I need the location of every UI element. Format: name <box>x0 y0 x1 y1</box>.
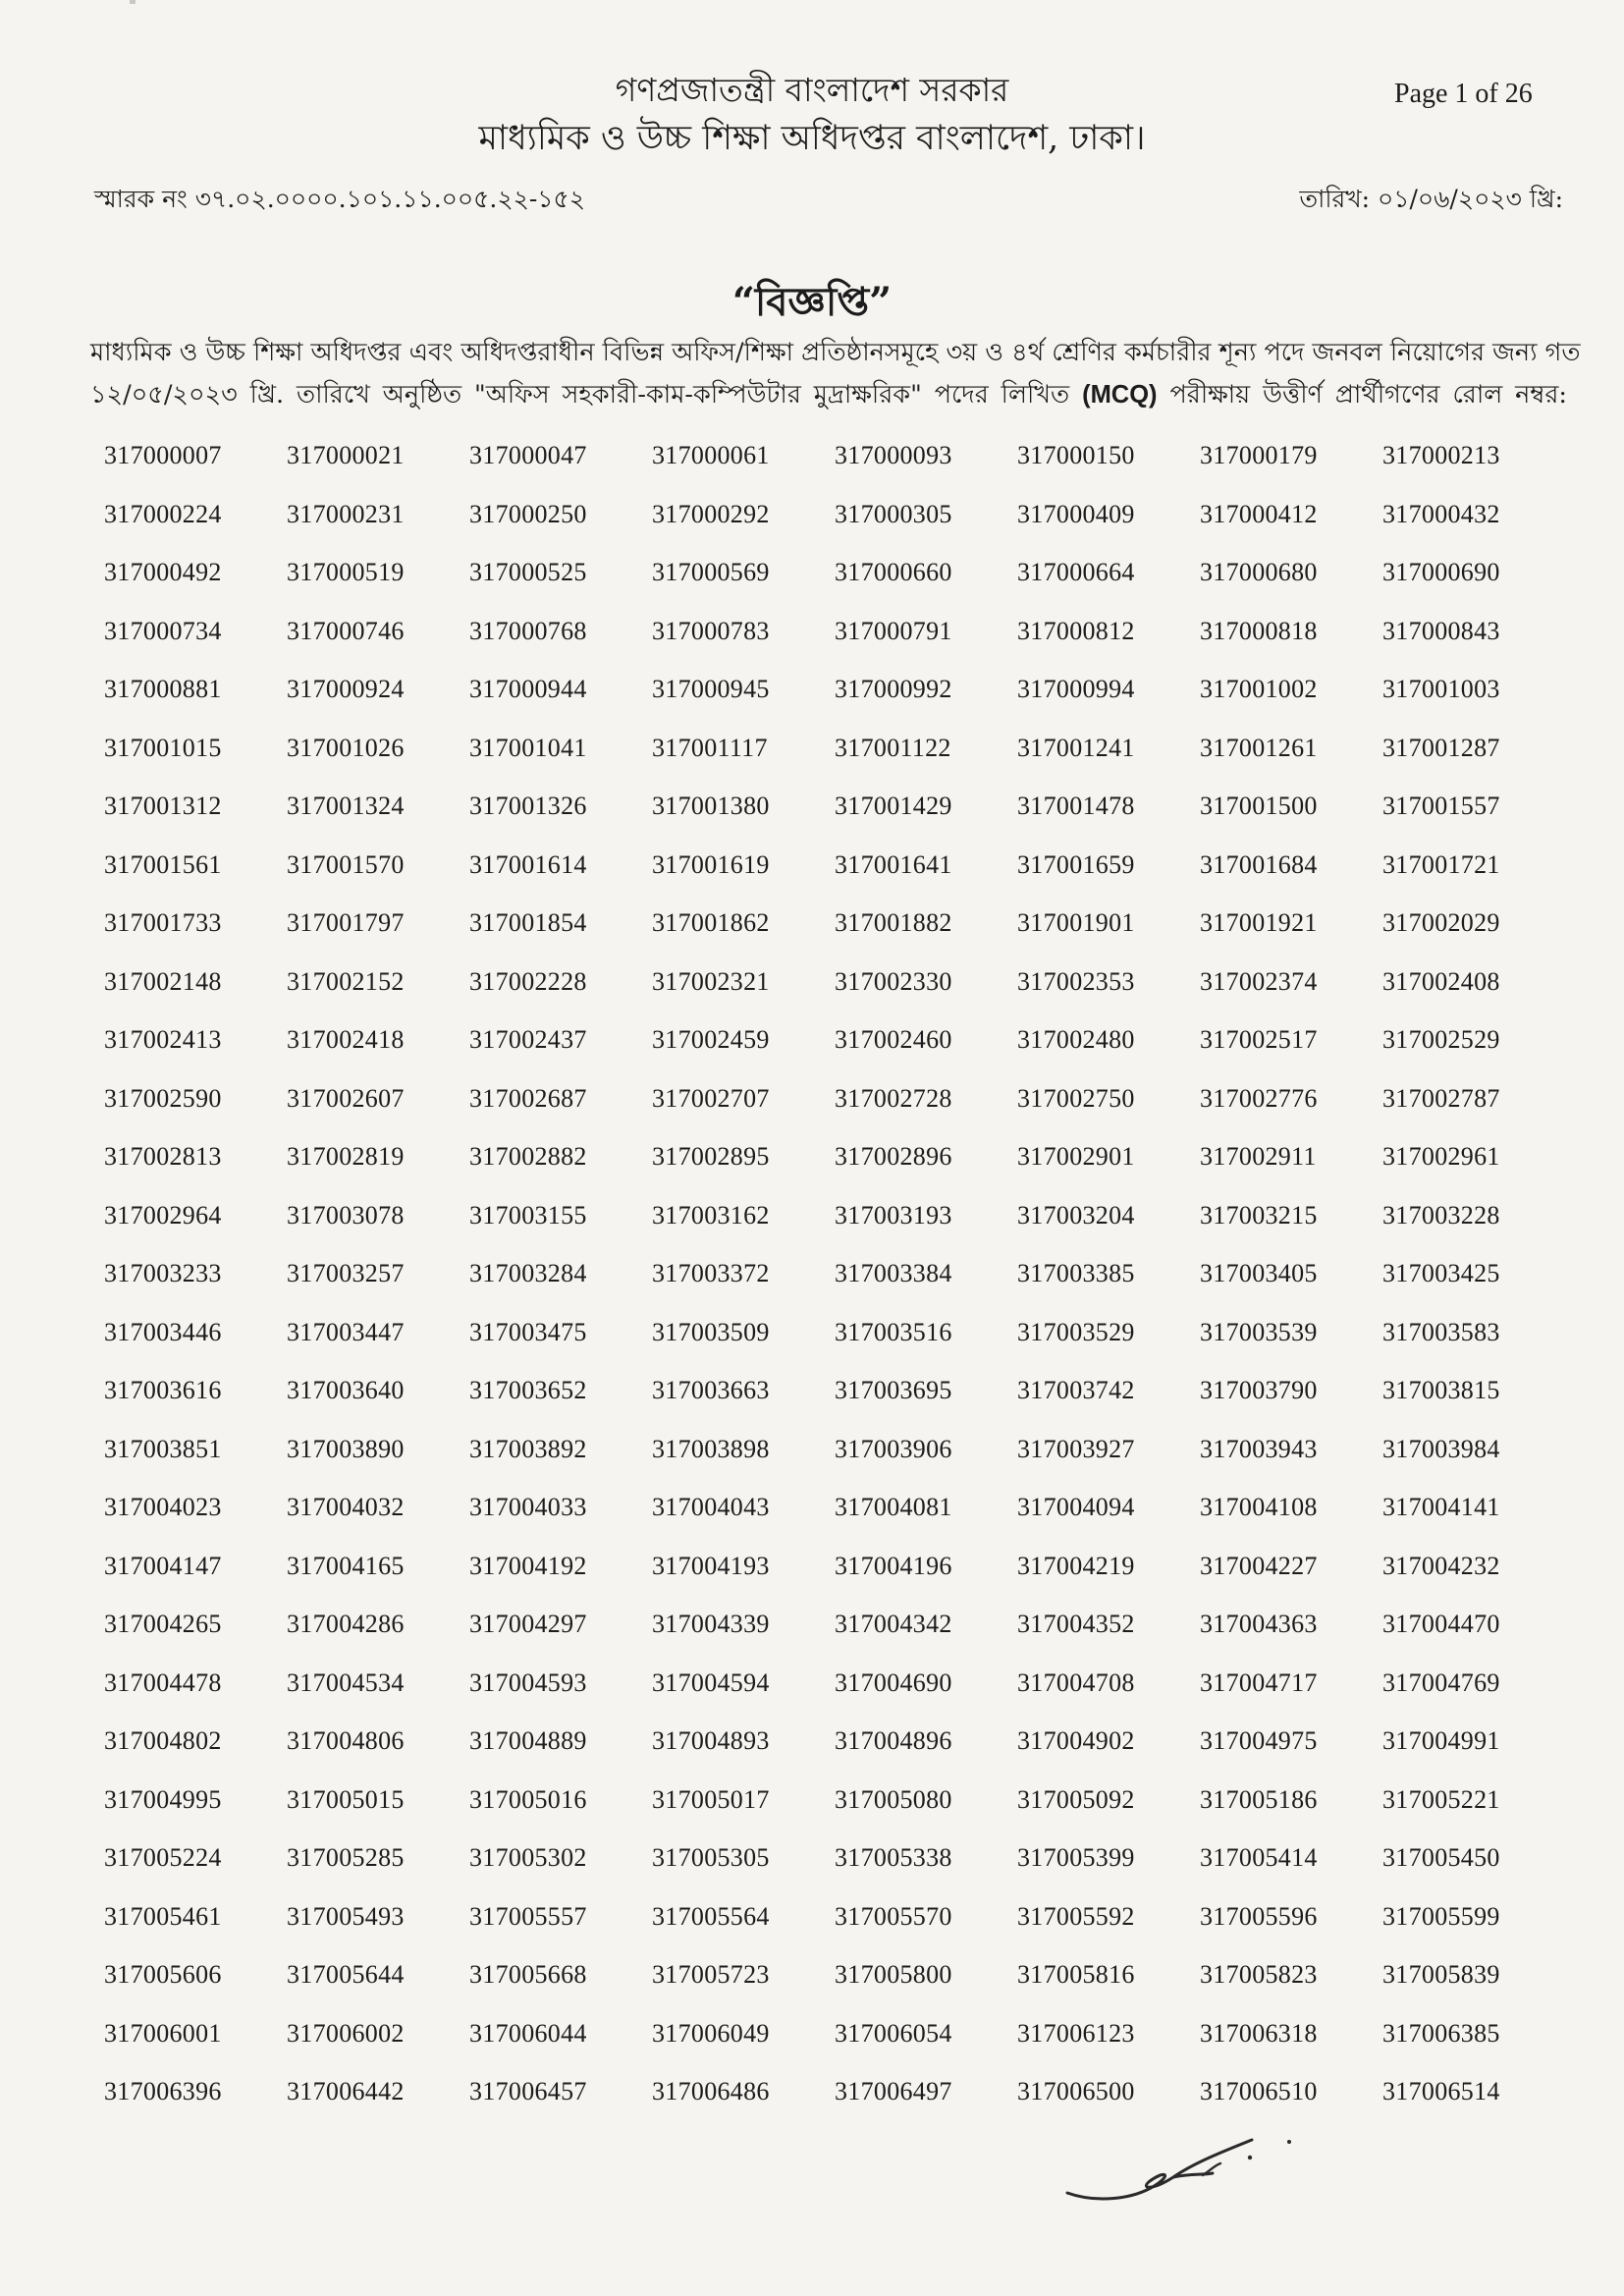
roll-number-cell: 317000660 <box>835 558 952 586</box>
roll-number-cell: 317002152 <box>287 966 405 996</box>
roll-number-cell: 317003529 <box>1017 1317 1135 1346</box>
table-row <box>104 551 1577 610</box>
roll-number-cell: 317003851 <box>104 1434 222 1463</box>
roll-number-cell: 317005015 <box>287 1784 405 1814</box>
roll-number-cell: 317003695 <box>835 1376 952 1404</box>
roll-number-cell: 317002408 <box>1382 966 1500 996</box>
roll-number-cell: 317003906 <box>835 1434 952 1463</box>
roll-number-cell: 317004352 <box>1017 1610 1135 1638</box>
roll-number-cell: 317005592 <box>1017 1901 1135 1931</box>
roll-number-cell: 317002321 <box>652 966 770 996</box>
notice-title: “বিজ্ঞপ্তি” <box>731 279 893 325</box>
roll-number-cell: 317000680 <box>1200 558 1318 586</box>
roll-number-cell: 317004470 <box>1382 1610 1500 1638</box>
roll-number-cell: 317003898 <box>652 1434 770 1463</box>
roll-number-cell: 317003509 <box>652 1317 770 1346</box>
roll-number-cell: 317003539 <box>1200 1317 1318 1346</box>
roll-number-cell: 317003447 <box>287 1317 405 1346</box>
roll-number-cell: 317003790 <box>1200 1376 1318 1404</box>
roll-number-cell: 317003892 <box>469 1434 587 1463</box>
roll-number-cell: 317000047 <box>469 441 587 469</box>
roll-number-cell: 317000224 <box>104 499 222 528</box>
roll-number-cell: 317001041 <box>469 733 587 762</box>
table-row <box>104 1720 1577 1778</box>
roll-number-cell: 317001862 <box>652 908 770 937</box>
roll-number-cell: 317001721 <box>1382 849 1500 879</box>
roll-number-cell: 317000150 <box>1017 441 1135 469</box>
roll-number-cell: 317003193 <box>835 1200 952 1230</box>
roll-number-cell: 317000818 <box>1200 616 1318 645</box>
roll-number-cell: 317002776 <box>1200 1083 1318 1113</box>
government-title: গণপ্রজাতন্ত্রী বাংলাদেশ সরকার <box>615 71 1009 109</box>
roll-number-cell: 317004286 <box>287 1610 405 1638</box>
roll-number-cell: 317006510 <box>1200 2077 1318 2105</box>
roll-number-cell: 317001261 <box>1200 733 1318 762</box>
roll-number-cell: 317001561 <box>104 849 222 879</box>
roll-number-cell: 317003815 <box>1382 1376 1500 1404</box>
roll-number-cell: 317003583 <box>1382 1317 1500 1346</box>
roll-number-cell: 317004165 <box>287 1551 405 1580</box>
page-number: Page 1 of 26 <box>1394 79 1533 109</box>
roll-number-cell: 317001500 <box>1200 792 1318 820</box>
table-row <box>104 844 1577 902</box>
roll-number-cell: 317001921 <box>1200 908 1318 937</box>
table-row <box>104 1077 1577 1136</box>
roll-number-cell: 317004802 <box>104 1726 222 1755</box>
roll-number-cell: 317006457 <box>469 2077 587 2105</box>
roll-number-cell: 317002707 <box>652 1083 770 1113</box>
roll-number-cell: 317000843 <box>1382 616 1500 645</box>
table-row <box>104 1836 1577 1895</box>
roll-number-cell: 317005570 <box>835 1901 952 1931</box>
roll-number-cell: 317003204 <box>1017 1200 1135 1230</box>
roll-number-cell: 317000432 <box>1382 499 1500 528</box>
roll-number-cell: 317005221 <box>1382 1784 1500 1814</box>
roll-number-cell: 317000881 <box>104 675 222 703</box>
roll-number-cell: 317003233 <box>104 1259 222 1287</box>
roll-number-cell: 317000061 <box>652 441 770 469</box>
notice-line-2-start: ১২/০৫/২০২৩ খ্রি. তারিখে অনুষ্ঠিত "অফিস সহকারী-কাম-কম্পিউটার মুদ্রাক্ষরিক" পদের লিখিত <box>90 380 1070 410</box>
roll-number-cell: 317004769 <box>1382 1667 1500 1697</box>
table-row <box>104 434 1577 493</box>
roll-number-cell: 317004196 <box>835 1551 952 1580</box>
roll-number-cell: 317001684 <box>1200 849 1318 879</box>
roll-number-cell: 317002607 <box>287 1083 405 1113</box>
table-row <box>104 1603 1577 1662</box>
roll-number-cell: 317001122 <box>835 733 951 762</box>
roll-number-cell: 317003162 <box>652 1200 770 1230</box>
table-row <box>104 727 1577 786</box>
roll-number-cell: 317000944 <box>469 675 587 703</box>
roll-number-cell: 317006318 <box>1200 2018 1318 2048</box>
roll-number-cell: 317000021 <box>287 441 405 469</box>
roll-number-cell: 317004995 <box>104 1784 222 1814</box>
roll-number-cell: 317001557 <box>1382 792 1500 820</box>
roll-number-cell: 317001429 <box>835 792 952 820</box>
roll-number-cell: 317002460 <box>835 1025 952 1054</box>
roll-number-cell: 317000231 <box>287 499 405 528</box>
roll-number-cell: 317001614 <box>469 849 587 879</box>
roll-number-cell: 317004033 <box>469 1493 587 1521</box>
roll-number-cell: 317005017 <box>652 1784 770 1814</box>
roll-number-cell: 317001380 <box>652 792 770 820</box>
roll-number-cell: 317004991 <box>1382 1726 1500 1755</box>
roll-number-cell: 317005606 <box>104 1960 222 1989</box>
roll-number-cell: 317002413 <box>104 1025 222 1054</box>
roll-number-cell: 317000525 <box>469 558 587 586</box>
roll-number-cell: 317005839 <box>1382 1960 1500 1989</box>
roll-number-cell: 317004193 <box>652 1551 770 1580</box>
table-row <box>104 1662 1577 1721</box>
roll-number-cell: 317000992 <box>835 675 952 703</box>
roll-number-cell: 317001287 <box>1382 733 1500 762</box>
roll-number-cell: 317002590 <box>104 1083 222 1113</box>
roll-number-cell: 317002813 <box>104 1142 222 1171</box>
roll-number-cell: 317001619 <box>652 849 770 879</box>
roll-number-cell: 317003257 <box>287 1259 405 1287</box>
roll-number-cell: 317004081 <box>835 1493 952 1521</box>
table-row <box>104 668 1577 727</box>
roll-number-cell: 317005823 <box>1200 1960 1318 1989</box>
roll-number-cell: 317000093 <box>835 441 952 469</box>
roll-number-cell: 317006002 <box>287 2018 405 2048</box>
roll-number-cell: 317001659 <box>1017 849 1135 879</box>
roll-number-cell: 317004339 <box>652 1610 770 1638</box>
roll-number-cell: 317006385 <box>1382 2018 1500 2048</box>
roll-number-cell: 317003652 <box>469 1376 587 1404</box>
roll-number-cell: 317000791 <box>835 616 952 645</box>
roll-number-cell: 317005644 <box>287 1960 405 1989</box>
table-row <box>104 2012 1577 2071</box>
notice-line-1: মাধ্যমিক ও উচ্চ শিক্ষা অধিদপ্তর এবং অধিদপ্তরাধীন বিভিন্ন অফিস/শিক্ষা প্রতিষ্ঠানসমূহে ৩য় ও ৪র্থ শ্রেণির কর্মচারীর শূন্য পদে জনবল নিয়োগের জন্য গত <box>90 338 1581 367</box>
roll-number-cell: 317005399 <box>1017 1843 1135 1872</box>
roll-number-cell: 317003927 <box>1017 1434 1135 1463</box>
roll-number-cell: 317001324 <box>287 792 405 820</box>
notice-body <box>90 332 1581 416</box>
roll-number-cell: 317000994 <box>1017 675 1135 703</box>
roll-number-cell: 317005186 <box>1200 1784 1318 1814</box>
roll-number-cell: 317000519 <box>287 558 405 586</box>
roll-number-cell: 317006054 <box>835 2018 952 2048</box>
roll-number-cell: 317002480 <box>1017 1025 1135 1054</box>
roll-number-cell: 317004708 <box>1017 1667 1135 1697</box>
roll-number-cell: 317006123 <box>1017 2018 1135 2048</box>
roll-number-cell: 317001570 <box>287 849 405 879</box>
roll-number-cell: 317004896 <box>835 1726 952 1755</box>
roll-number-cell: 317005305 <box>652 1843 770 1872</box>
roll-number-cell: 317003215 <box>1200 1200 1318 1230</box>
roll-number-cell: 317002819 <box>287 1142 405 1171</box>
roll-number-cell: 317003742 <box>1017 1376 1135 1404</box>
roll-number-cell: 317003155 <box>469 1200 587 1230</box>
roll-number-cell: 317004717 <box>1200 1667 1318 1697</box>
roll-number-cell: 317002353 <box>1017 966 1135 996</box>
roll-number-cell: 317005450 <box>1382 1843 1500 1872</box>
roll-number-cell: 317002964 <box>104 1200 222 1230</box>
table-row <box>104 1953 1577 2012</box>
roll-number-cell: 317001117 <box>652 733 768 762</box>
roll-number-cell: 317004902 <box>1017 1726 1135 1755</box>
roll-number-table <box>104 434 1577 2129</box>
roll-number-cell: 317001312 <box>104 792 222 820</box>
roll-number-cell: 317005092 <box>1017 1784 1135 1814</box>
roll-number-cell: 317004227 <box>1200 1551 1318 1580</box>
exam-type: (MCQ) <box>1082 381 1158 409</box>
roll-number-cell: 317003890 <box>287 1434 405 1463</box>
roll-number-cell: 317003425 <box>1382 1259 1500 1287</box>
roll-number-cell: 317001882 <box>835 908 952 937</box>
roll-number-cell: 317004363 <box>1200 1610 1318 1638</box>
notice-line-2 <box>90 374 1567 416</box>
roll-number-cell: 317004219 <box>1017 1551 1135 1580</box>
notice-line-2-end: পরীক্ষায় উত্তীর্ণ প্রার্থীগণের রোল নম্বর: <box>1169 380 1568 410</box>
roll-number-cell: 317004593 <box>469 1667 587 1697</box>
issue-date: তারিখ: ০১/০৬/২০২৩ খ্রি: <box>1299 185 1563 213</box>
roll-number-cell: 317000250 <box>469 499 587 528</box>
roll-number-cell: 317002896 <box>835 1142 952 1171</box>
scan-mark <box>130 0 135 4</box>
department-title: মাধ্যমিক ও উচ্চ শিক্ষা অধিদপ্তর বাংলাদেশ, ঢাকা। <box>478 119 1146 158</box>
roll-number-cell: 317006001 <box>104 2018 222 2048</box>
roll-number-cell: 317001241 <box>1017 733 1135 762</box>
roll-number-cell: 317003663 <box>652 1376 770 1404</box>
roll-number-cell: 317005668 <box>469 1960 587 1989</box>
roll-number-cell: 317005800 <box>835 1960 952 1989</box>
roll-number-cell: 317001733 <box>104 908 222 937</box>
roll-number-cell: 317004232 <box>1382 1551 1500 1580</box>
roll-number-cell: 317004893 <box>652 1726 770 1755</box>
roll-number-cell: 317005285 <box>287 1843 405 1872</box>
table-row <box>104 1895 1577 1954</box>
table-row <box>104 785 1577 844</box>
roll-number-cell: 317000305 <box>835 499 952 528</box>
roll-number-cell: 317005596 <box>1200 1901 1318 1931</box>
roll-number-cell: 317004534 <box>287 1667 405 1697</box>
roll-number-cell: 317002330 <box>835 966 952 996</box>
roll-number-cell: 317002895 <box>652 1142 770 1171</box>
roll-number-cell: 317000690 <box>1382 558 1500 586</box>
roll-number-cell: 317003384 <box>835 1259 952 1287</box>
roll-number-cell: 317003984 <box>1382 1434 1500 1463</box>
table-row <box>104 493 1577 552</box>
roll-number-cell: 317002517 <box>1200 1025 1318 1054</box>
table-row <box>104 1428 1577 1487</box>
roll-number-cell: 317000768 <box>469 616 587 645</box>
roll-number-cell: 317002029 <box>1382 908 1500 937</box>
roll-number-cell: 317006497 <box>835 2077 952 2105</box>
roll-number-cell: 317005080 <box>835 1784 952 1814</box>
roll-number-cell: 317002418 <box>287 1025 405 1054</box>
roll-number-cell: 317004032 <box>287 1493 405 1521</box>
table-row <box>104 1369 1577 1428</box>
roll-number-cell: 317001478 <box>1017 792 1135 820</box>
roll-number-cell: 317001002 <box>1200 675 1318 703</box>
roll-number-cell: 317004889 <box>469 1726 587 1755</box>
roll-number-cell: 317005493 <box>287 1901 405 1931</box>
roll-number-cell: 317002901 <box>1017 1142 1135 1171</box>
table-row <box>104 960 1577 1019</box>
roll-number-cell: 317000292 <box>652 499 770 528</box>
roll-number-cell: 317003372 <box>652 1259 770 1287</box>
roll-number-cell: 317003284 <box>469 1259 587 1287</box>
roll-number-cell: 317004094 <box>1017 1493 1135 1521</box>
roll-number-cell: 317000734 <box>104 616 222 645</box>
roll-number-cell: 317000783 <box>652 616 770 645</box>
roll-number-cell: 317005564 <box>652 1901 770 1931</box>
roll-number-cell: 317004975 <box>1200 1726 1318 1755</box>
roll-number-cell: 317001901 <box>1017 908 1135 937</box>
roll-number-cell: 317000664 <box>1017 558 1135 586</box>
roll-number-cell: 317000569 <box>652 558 770 586</box>
roll-number-cell: 317005016 <box>469 1784 587 1814</box>
table-row <box>104 1194 1577 1253</box>
roll-number-cell: 317001003 <box>1382 675 1500 703</box>
roll-number-cell: 317000492 <box>104 558 222 586</box>
roll-number-cell: 317002750 <box>1017 1083 1135 1113</box>
roll-number-cell: 317004594 <box>652 1667 770 1697</box>
roll-number-cell: 317002728 <box>835 1083 952 1113</box>
roll-number-cell: 317003640 <box>287 1376 405 1404</box>
roll-number-cell: 317006049 <box>652 2018 770 2048</box>
roll-number-cell: 317003516 <box>835 1317 952 1346</box>
roll-number-cell: 317000412 <box>1200 499 1318 528</box>
table-row <box>104 902 1577 960</box>
roll-number-cell: 317003475 <box>469 1317 587 1346</box>
table-row <box>104 610 1577 669</box>
roll-number-cell: 317000179 <box>1200 441 1318 469</box>
roll-number-cell: 317005599 <box>1382 1901 1500 1931</box>
roll-number-cell: 317000213 <box>1382 441 1500 469</box>
roll-number-cell: 317006514 <box>1382 2077 1500 2105</box>
roll-number-cell: 317004147 <box>104 1551 222 1580</box>
roll-number-cell: 317004108 <box>1200 1493 1318 1521</box>
roll-number-cell: 317005224 <box>104 1843 222 1872</box>
roll-number-cell: 317004690 <box>835 1667 952 1697</box>
roll-number-cell: 317004192 <box>469 1551 587 1580</box>
roll-number-cell: 317004023 <box>104 1493 222 1521</box>
roll-number-cell: 317004043 <box>652 1493 770 1521</box>
roll-number-cell: 317006044 <box>469 2018 587 2048</box>
roll-number-cell: 317006486 <box>652 2077 770 2105</box>
roll-number-cell: 317000924 <box>287 675 405 703</box>
roll-number-cell: 317004478 <box>104 1667 222 1697</box>
roll-number-cell: 317002882 <box>469 1142 587 1171</box>
roll-number-cell: 317001797 <box>287 908 405 937</box>
roll-number-cell: 317000812 <box>1017 616 1135 645</box>
roll-number-cell: 317005557 <box>469 1901 587 1931</box>
roll-number-cell: 317006500 <box>1017 2077 1135 2105</box>
roll-number-cell: 317002787 <box>1382 1083 1500 1113</box>
roll-number-cell: 317002459 <box>652 1025 770 1054</box>
roll-number-cell: 317003943 <box>1200 1434 1318 1463</box>
table-row <box>104 1486 1577 1545</box>
roll-number-cell: 317003446 <box>104 1317 222 1346</box>
table-row <box>104 1135 1577 1194</box>
roll-number-cell: 317002911 <box>1200 1142 1317 1171</box>
roll-number-cell: 317002228 <box>469 966 587 996</box>
roll-number-cell: 317003228 <box>1382 1200 1500 1230</box>
roll-number-cell: 317006396 <box>104 2077 222 2105</box>
roll-number-cell: 317005816 <box>1017 1960 1135 1989</box>
table-row <box>104 1545 1577 1604</box>
roll-number-cell: 317005461 <box>104 1901 222 1931</box>
table-row <box>104 1778 1577 1837</box>
roll-number-cell: 317004141 <box>1382 1493 1500 1521</box>
roll-number-cell: 317003616 <box>104 1376 222 1404</box>
memo-number: স্মারক নং ৩৭.০২.০০০০.১০১.১১.০০৫.২২-১৫২ <box>94 185 585 213</box>
roll-number-cell: 317004297 <box>469 1610 587 1638</box>
roll-number-cell: 317002437 <box>469 1025 587 1054</box>
roll-number-cell: 317001641 <box>835 849 952 879</box>
table-row <box>104 1252 1577 1311</box>
table-row <box>104 2070 1577 2129</box>
roll-number-cell: 317003405 <box>1200 1259 1318 1287</box>
roll-number-cell: 317004806 <box>287 1726 405 1755</box>
roll-number-cell: 317000746 <box>287 616 405 645</box>
roll-number-cell: 317002148 <box>104 966 222 996</box>
roll-number-cell: 317005723 <box>652 1960 770 1989</box>
roll-number-cell: 317002529 <box>1382 1025 1500 1054</box>
roll-number-cell: 317001026 <box>287 733 405 762</box>
roll-number-cell: 317003078 <box>287 1200 405 1230</box>
roll-number-cell: 317001015 <box>104 733 222 762</box>
roll-number-cell: 317000007 <box>104 441 222 469</box>
roll-number-cell: 317005302 <box>469 1843 587 1872</box>
roll-number-cell: 317003385 <box>1017 1259 1135 1287</box>
roll-number-cell: 317004342 <box>835 1610 952 1638</box>
roll-number-cell: 317001854 <box>469 908 587 937</box>
roll-number-cell: 317002961 <box>1382 1142 1500 1171</box>
roll-number-cell: 317001326 <box>469 792 587 820</box>
roll-number-cell: 317004265 <box>104 1610 222 1638</box>
table-row <box>104 1018 1577 1077</box>
roll-number-cell: 317005338 <box>835 1843 952 1872</box>
signature-icon <box>1056 2116 1311 2224</box>
roll-number-cell: 317005414 <box>1200 1843 1318 1872</box>
roll-number-cell: 317002374 <box>1200 966 1318 996</box>
roll-number-cell: 317000409 <box>1017 499 1135 528</box>
table-row <box>104 1311 1577 1370</box>
roll-number-cell: 317006442 <box>287 2077 405 2105</box>
roll-number-cell: 317000945 <box>652 675 770 703</box>
roll-number-cell: 317002687 <box>469 1083 587 1113</box>
